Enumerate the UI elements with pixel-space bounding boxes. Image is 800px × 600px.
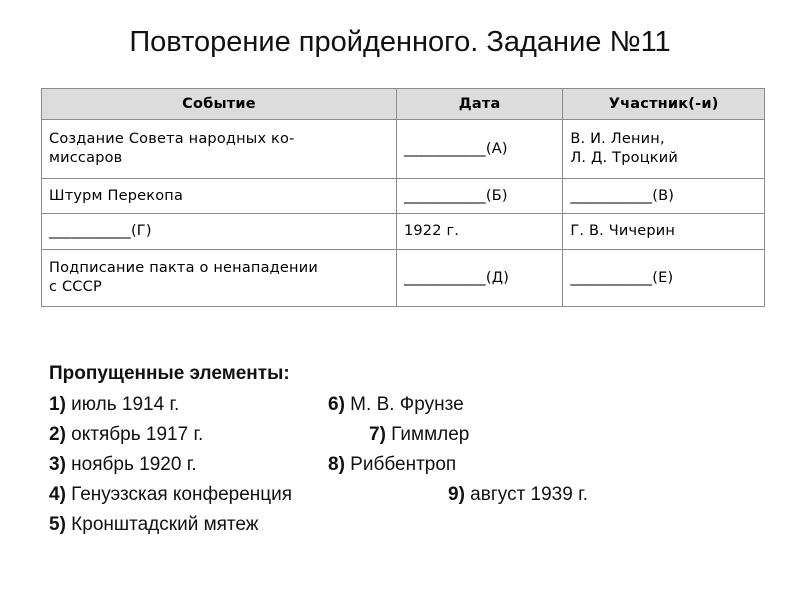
option-number: 5) (49, 514, 66, 535)
column-header-participants: Участник(-и) (563, 89, 765, 120)
option-number: 7) (369, 424, 386, 445)
missing-elements-section (49, 360, 769, 540)
options-row (49, 510, 769, 540)
option-text: июль 1914 г. (65, 394, 180, 415)
options-row (49, 390, 769, 420)
table-row (42, 179, 765, 214)
event-cell: Создание Совета народных ко- миссаров (42, 120, 397, 179)
participants-cell: Г. В. Чичерин (563, 214, 765, 250)
date-cell: 1922 г. (396, 214, 562, 250)
option-item (448, 480, 588, 510)
option-number: 9) (448, 484, 465, 505)
options-row (49, 480, 769, 510)
option-number: 2) (49, 424, 66, 445)
option-item (49, 510, 259, 540)
options-row (49, 420, 769, 450)
participants-cell: В. И. Ленин, Л. Д. Троцкий (563, 120, 765, 179)
table-row (42, 250, 765, 307)
option-text: Генуэзская конференция (65, 484, 293, 505)
option-item (369, 420, 469, 450)
option-item (49, 450, 197, 480)
date-cell: ___________(А) (396, 120, 562, 179)
column-header-event: Событие (42, 89, 397, 120)
option-item (49, 390, 179, 420)
events-table (41, 88, 765, 307)
event-cell: Подписание пакта о ненападении с СССР (42, 250, 397, 307)
option-text: Кронштадский мятеж (65, 514, 259, 535)
missing-elements-title: Пропущенные элементы: (49, 363, 290, 384)
option-text: август 1939 г. (464, 484, 588, 505)
option-item (49, 420, 203, 450)
option-number: 4) (49, 484, 66, 505)
option-number: 1) (49, 394, 66, 415)
option-text: М. В. Фрунзе (344, 394, 464, 415)
option-text: Гиммлер (385, 424, 470, 445)
options-row (49, 450, 769, 480)
option-item (328, 450, 456, 480)
date-cell: ___________(Б) (396, 179, 562, 214)
participants-cell: ___________(Е) (563, 250, 765, 307)
option-number: 8) (328, 454, 345, 475)
table-row (42, 214, 765, 250)
option-text: Риббентроп (344, 454, 457, 475)
event-cell: Штурм Перекопа (42, 179, 397, 214)
option-item (49, 480, 292, 510)
option-text: ноябрь 1920 г. (65, 454, 197, 475)
option-item (328, 390, 464, 420)
table-header-row (42, 89, 765, 120)
event-cell: ___________(Г) (42, 214, 397, 250)
option-number: 3) (49, 454, 66, 475)
option-number: 6) (328, 394, 345, 415)
table-row (42, 120, 765, 179)
page-title: Повторение пройденного. Задание №11 (129, 26, 671, 58)
option-text: октябрь 1917 г. (65, 424, 204, 445)
date-cell: ___________(Д) (396, 250, 562, 307)
participants-cell: ___________(В) (563, 179, 765, 214)
column-header-date: Дата (396, 89, 562, 120)
